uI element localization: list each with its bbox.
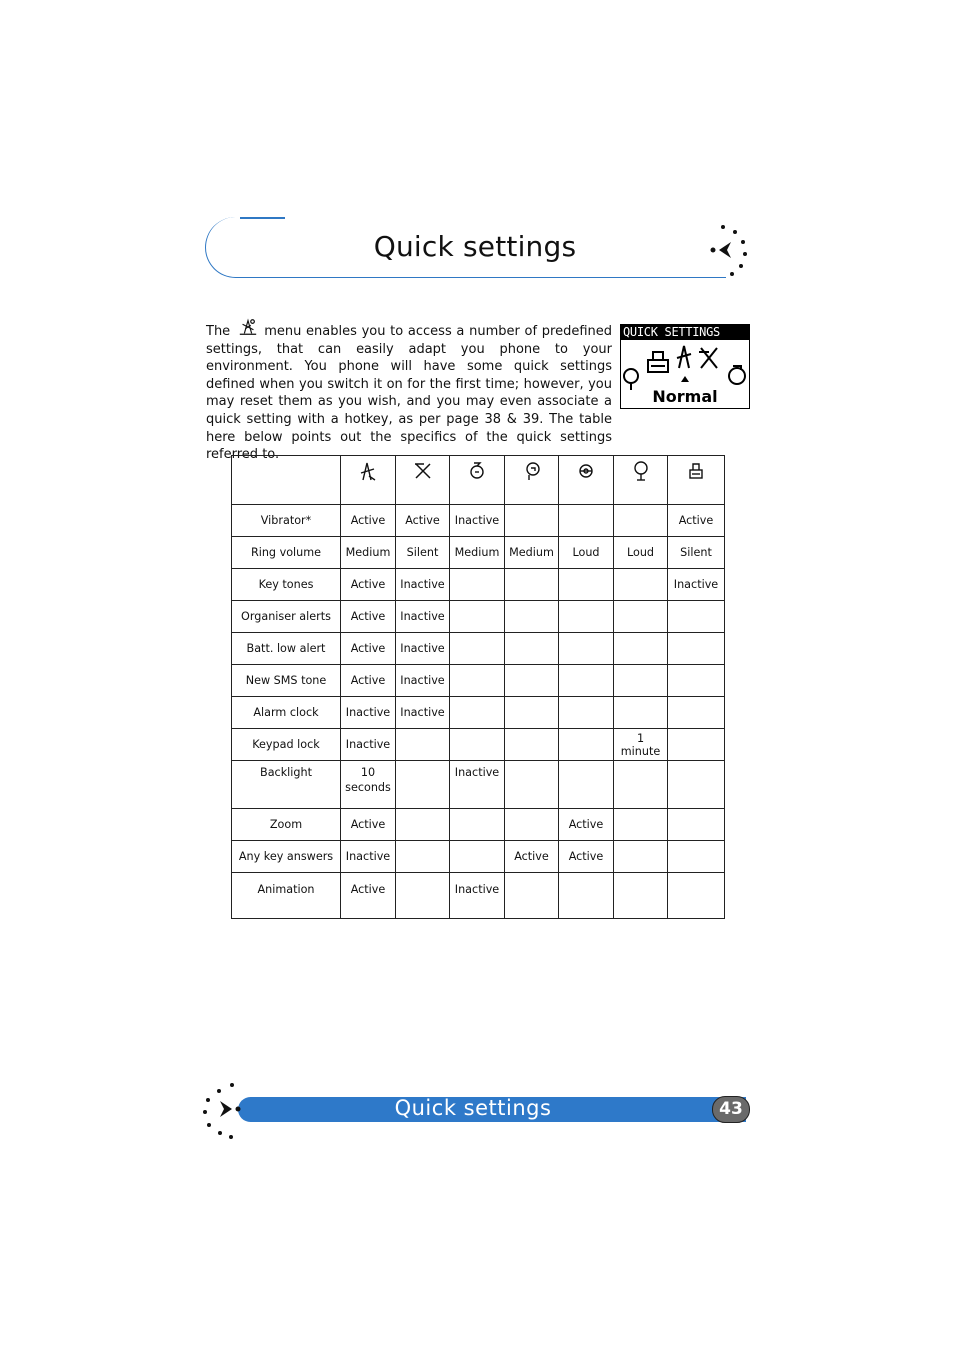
table-cell: Medium [341, 537, 396, 569]
table-cell: Active [341, 665, 396, 697]
table-cell [559, 601, 614, 633]
column-header [396, 456, 450, 505]
table-cell: Inactive [396, 569, 450, 601]
screen-profile-carousel [621, 340, 749, 390]
table-cell [559, 697, 614, 729]
column-header [450, 456, 505, 505]
column-header [559, 456, 614, 505]
row-label: Vibrator* [232, 505, 341, 537]
table-cell [450, 841, 505, 873]
table-row [232, 809, 725, 841]
table-cell [668, 665, 725, 697]
table-cell: Inactive [450, 505, 505, 537]
table-cell [559, 729, 614, 761]
column-header [668, 456, 725, 505]
table-cell: Inactive [396, 601, 450, 633]
table-cell [396, 873, 450, 919]
table-cell [614, 665, 668, 697]
table-cell: Active [668, 505, 725, 537]
table-cell [668, 601, 725, 633]
table-cell [505, 873, 559, 919]
table-cell [559, 633, 614, 665]
table-cell: Inactive [341, 841, 396, 873]
outdoor-profile-icon [630, 460, 652, 482]
table-cell [668, 633, 725, 665]
row-label: Backlight [232, 761, 341, 809]
table-cell [396, 809, 450, 841]
meeting-profile-icon [466, 460, 488, 482]
table-cell [668, 841, 725, 873]
table-cell [505, 601, 559, 633]
row-label: Keypad lock [232, 729, 341, 761]
table-cell: Active [341, 873, 396, 919]
table-row [232, 761, 725, 809]
table-cell: Inactive [450, 873, 505, 919]
page-number-badge: 43 [712, 1096, 750, 1123]
table-cell [505, 505, 559, 537]
column-header [614, 456, 668, 505]
screen-title: QUICK SETTINGS [621, 325, 749, 340]
table-cell: Active [505, 841, 559, 873]
table-row [232, 697, 725, 729]
table-cell [614, 841, 668, 873]
table-cell [614, 569, 668, 601]
table-cell [505, 665, 559, 697]
table-cell: Medium [450, 537, 505, 569]
header-arc-mask [286, 212, 736, 222]
table-cell [450, 633, 505, 665]
table-cell: Inactive [396, 665, 450, 697]
table-cell [668, 697, 725, 729]
table-cell [614, 873, 668, 919]
table-cell [614, 505, 668, 537]
table-cell [505, 729, 559, 761]
table-cell: Active [341, 601, 396, 633]
table-cell [559, 761, 614, 809]
table-cell [668, 873, 725, 919]
normal-profile-icon [357, 460, 379, 482]
table-cell [450, 569, 505, 601]
table-cell [559, 569, 614, 601]
table-cell [505, 633, 559, 665]
table-cell: Inactive [396, 697, 450, 729]
phone-screen [620, 324, 750, 409]
table-cell [668, 761, 725, 809]
table-cell [614, 601, 668, 633]
table-cell [450, 601, 505, 633]
table-cell [450, 697, 505, 729]
table-cell: Active [341, 505, 396, 537]
table-cell: Silent [396, 537, 450, 569]
table-row [232, 873, 725, 919]
table-cell [614, 697, 668, 729]
page-title: Quick settings [373, 230, 577, 263]
quick-settings-table [231, 455, 725, 919]
row-label: Ring volume [232, 537, 341, 569]
footer-title: Quick settings [394, 1096, 552, 1120]
table-row [232, 537, 725, 569]
table-cell: 10 seconds [341, 761, 396, 809]
column-header [505, 456, 559, 505]
table-cell [505, 697, 559, 729]
table-cell [668, 729, 725, 761]
row-label: New SMS tone [232, 665, 341, 697]
personal-profile-icon [521, 460, 543, 482]
table-cell: Active [396, 505, 450, 537]
row-label: Alarm clock [232, 697, 341, 729]
table-cell: Active [341, 633, 396, 665]
table-cell: 1 minute [614, 729, 668, 761]
silent-profile-icon [412, 460, 434, 482]
table-row [232, 841, 725, 873]
row-label: Any key answers [232, 841, 341, 873]
autonomy-profile-icon [685, 460, 707, 482]
table-cell [396, 761, 450, 809]
table-row [232, 569, 725, 601]
table-cell [505, 761, 559, 809]
intro-text-start: The [206, 324, 231, 339]
table-header-row [232, 456, 725, 505]
table-cell [505, 569, 559, 601]
table-cell: Inactive [450, 761, 505, 809]
table-cell [450, 809, 505, 841]
table-cell: Medium [505, 537, 559, 569]
table-cell: Inactive [341, 697, 396, 729]
row-label: Organiser alerts [232, 601, 341, 633]
table-cell [614, 809, 668, 841]
table-cell [559, 665, 614, 697]
row-label: Animation [232, 873, 341, 919]
table-cell: Loud [559, 537, 614, 569]
row-label: Zoom [232, 809, 341, 841]
car-profile-icon [575, 460, 597, 482]
table-row [232, 665, 725, 697]
header-arc-cap [240, 217, 285, 219]
table-cell [450, 729, 505, 761]
column-header [341, 456, 396, 505]
table-cell [450, 665, 505, 697]
table-cell [668, 809, 725, 841]
table-cell: Silent [668, 537, 725, 569]
table-cell: Inactive [668, 569, 725, 601]
table-cell: Active [559, 809, 614, 841]
row-label: Key tones [232, 569, 341, 601]
footer-spinner-icon [198, 1080, 243, 1140]
table-row [232, 633, 725, 665]
table-cell: Loud [614, 537, 668, 569]
table-cell [396, 841, 450, 873]
table-cell: Active [341, 809, 396, 841]
table-cell: Inactive [396, 633, 450, 665]
intro-paragraph [206, 317, 612, 464]
row-label: Batt. low alert [232, 633, 341, 665]
table-cell: Inactive [341, 729, 396, 761]
table-row [232, 729, 725, 761]
screen-mode-label: Normal [652, 387, 718, 406]
table-row [232, 601, 725, 633]
table-cell [505, 809, 559, 841]
spinner-icon [705, 222, 760, 282]
table-cell [559, 505, 614, 537]
quick-settings-menu-icon [236, 317, 260, 337]
table-cell [559, 873, 614, 919]
table-cell: Active [559, 841, 614, 873]
table-cell [614, 761, 668, 809]
table-cell: Active [341, 569, 396, 601]
table-header-empty [232, 456, 341, 505]
table-cell [614, 633, 668, 665]
table-row [232, 505, 725, 537]
table-cell [396, 729, 450, 761]
intro-text-rest: menu enables you to access a number of predefined settings, that can easily adapt you phone to your environment. You phone will have some quick settings defined when you switch it on for the first time; however, you may reset them as you wish, and you may even associate a quick setting with a hotkey, as per page 38 & 39. The table here below points out the specifics of the quick settings referred to. [206, 324, 612, 463]
